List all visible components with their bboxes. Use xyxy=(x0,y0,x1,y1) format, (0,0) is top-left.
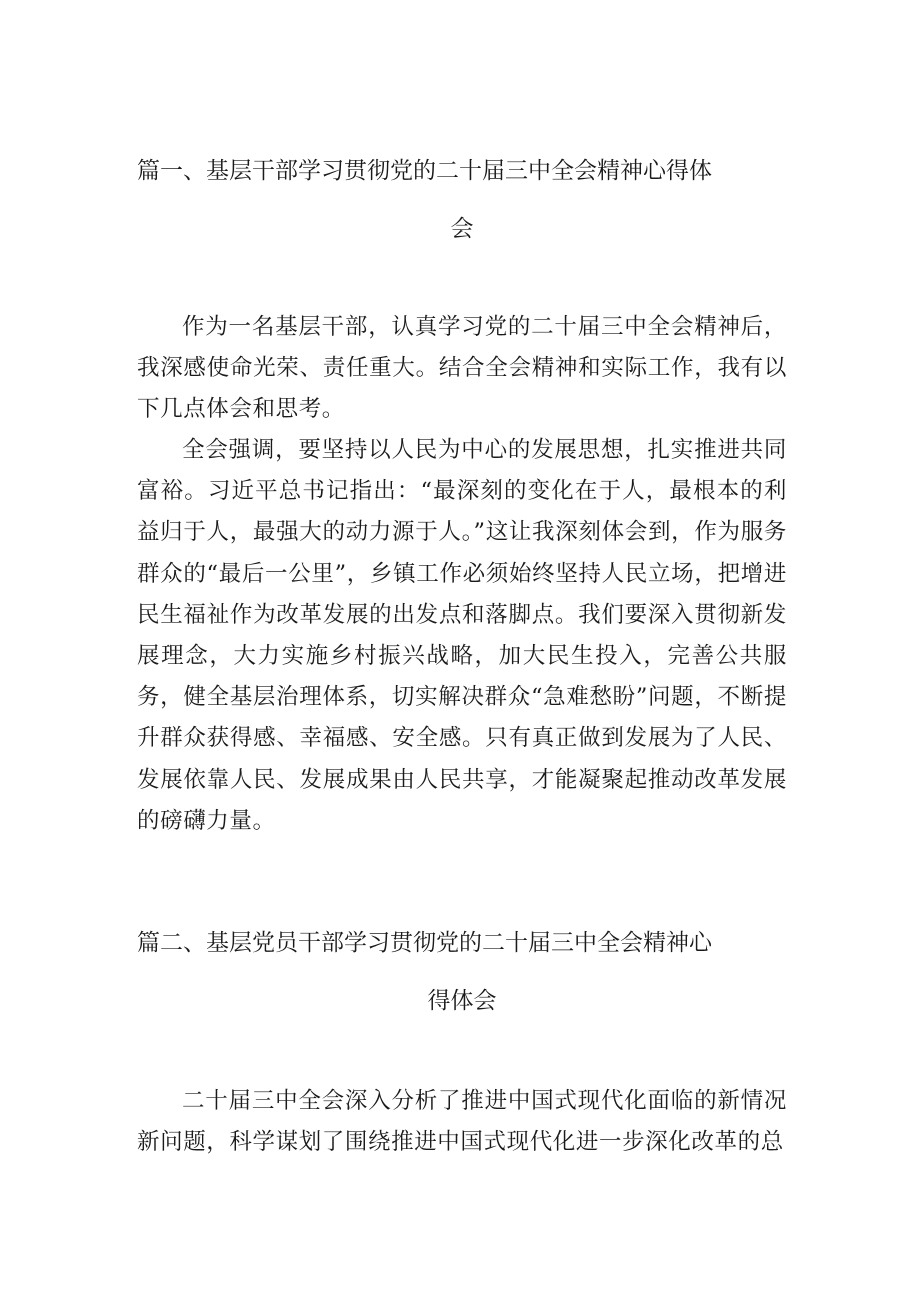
section1-title-line1: 篇一、基层干部学习贯彻党的二十届三中全会精神心得体 xyxy=(137,158,712,184)
section1-title-line2: 会 xyxy=(450,216,474,242)
section2-title xyxy=(137,932,787,1012)
section2-title-line2: 得体会 xyxy=(427,988,497,1014)
section1-paragraph-2: 全会强调，要坚持以人民为中心的发展思想，扎实推进共同富裕。习近平总书记指出：“最深刻的变化在于人，最根本的利益归于人，最强大的动力源于人。”这让我深刻体会到，作为服务群众的“最后一公里”，乡镇工作必须始终坚持人民立场，把增进民生福祉作为改革发展的出发点和落脚点。我们要深入贯彻新发展理念，大力实施乡村振兴战略，加大民生投入，完善公共服务，健全基层治理体系，切实解决群众“急难愁盼”问题，不断提升群众获得感、幸福感、安全感。只有真正做到发展为了人民、发展依靠人民、发展成果由人民共享，才能凝聚起推动改革发展的磅礴力量。 xyxy=(137,437,787,834)
section1-paragraph-1: 作为一名基层干部，认真学习党的二十届三中全会精神后，我深感使命光荣、责任重大。结合全会精神和实际工作，我有以下几点体会和思考。 xyxy=(137,314,787,423)
section2-title-line1: 篇二、基层党员干部学习贯彻党的二十届三中全会精神心 xyxy=(137,930,712,956)
section1-title xyxy=(137,160,787,240)
section2-paragraph-1: 二十届三中全会深入分析了推进中国式现代化面临的新情况新问题，科学谋划了围绕推进中国式现代化进一步深化改革的总 xyxy=(137,1088,787,1156)
